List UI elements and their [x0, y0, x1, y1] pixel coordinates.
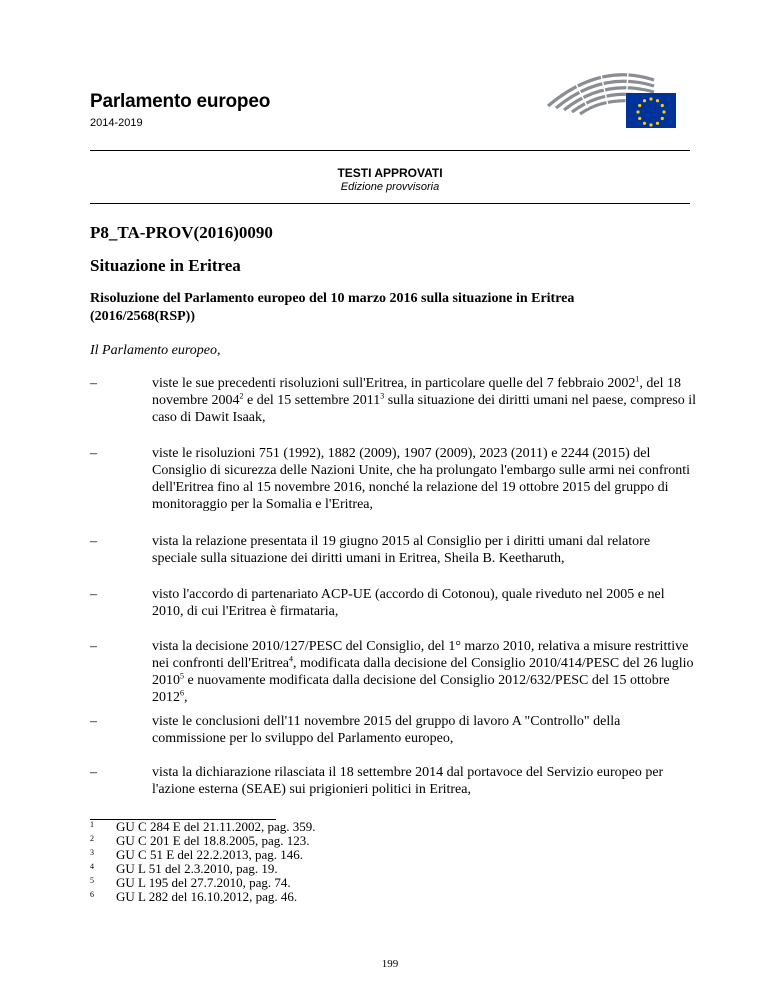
- recital-text: viste le sue precedenti risoluzioni sull'Eritrea, in particolare quelle del 7 febbraio 2002$^1$, del 18 novembre 2004$^2$ e del 15 settembre 2011$^3$ sulla situazione dei diritti umani nel paese, compreso il caso di Dawit Isaak,: [152, 374, 697, 425]
- recital-text: viste le conclusioni dell'11 novembre 2015 del gruppo di lavoro A "Controllo" della commissione per lo sviluppo del Parlamento europeo,: [152, 714, 621, 746]
- recital-text: viste le risoluzioni 751 (1992), 1882 (2009), 1907 (2009), 2023 (2011) e 2244 (2015) del Consiglio di sicurezza delle Nazioni Unite, che ha prolungato l'embargo sulle armi nei confronti dell'Eritrea fino al 15 novembre 2016, nonché la relazione del 19 ottobre 2015 del gruppo di monitoraggio per la Somalia e l'Eritrea,: [152, 446, 690, 512]
- footnote-number: 5: [90, 876, 94, 885]
- edition-label: Edizione provvisoria: [340, 181, 440, 193]
- parliament-logo-icon: [542, 66, 678, 130]
- footnote-text: GU C 284 E del 21.11.2002, pag. 359.: [116, 819, 316, 834]
- document-subject: Situazione in Eritrea: [90, 256, 241, 275]
- organization-title: Parlamento europeo: [90, 91, 271, 112]
- recital-text: vista la relazione presentata il 19 giugno 2015 al Consiglio per i diritti umani dal relatore speciale sulla situazione dei diritti umani in Eritrea, Sheila B. Keetharuth,: [152, 534, 651, 566]
- footnote-text: GU C 51 E del 22.2.2013, pag. 146.: [116, 847, 304, 862]
- header-divider-bottom: [90, 203, 690, 204]
- footnote-number: 4: [90, 862, 94, 871]
- footnote-number: 1: [90, 820, 94, 829]
- footnote-text: GU L 282 del 16.10.2012, pag. 46.: [116, 889, 298, 904]
- recital-dash: –: [90, 446, 97, 461]
- footnote-ref: 5: [180, 671, 184, 681]
- footnote-number: 2: [90, 834, 94, 843]
- recital-dash: –: [90, 587, 97, 602]
- footnote-ref: 6: [180, 688, 184, 698]
- document-type: TESTI APPROVATI: [337, 166, 443, 180]
- recital-text: vista la dichiarazione rilasciata il 18 settembre 2014 dal portavoce del Servizio europeo per l'azione esterna (SEAE) sui prigionieri politici in Eritrea,: [152, 765, 664, 797]
- resolution-title: Risoluzione del Parlamento europeo del 10 marzo 2016 sulla situazione in Eritrea (2016/2568(RSP)): [90, 291, 575, 324]
- recital-dash: –: [90, 376, 97, 391]
- footnote-ref: 1: [635, 374, 640, 384]
- recital-text: visto l'accordo di partenariato ACP-UE (accordo di Cotonou), quale riveduto nel 2005 e nel 2010, di cui l'Eritrea è firmataria,: [152, 587, 665, 619]
- footnote-number: 6: [90, 890, 94, 899]
- footnote-text: GU C 201 E del 18.8.2005, pag. 123.: [116, 833, 310, 848]
- recital-dash: –: [90, 639, 97, 654]
- footnote-text: GU L 195 del 27.7.2010, pag. 74.: [116, 875, 291, 890]
- preamble-subject: Il Parlamento europeo: [90, 343, 218, 358]
- recital-text: vista la decisione 2010/127/PESC del Consiglio, del 1° marzo 2010, relativa a misure restrittive nei confronti dell'Eritrea$^4$, modificata dalla decisione del Consiglio 2010/414/PESC del 26 luglio 2010$^5$ e nuovamente modificata dalla decisione del Consiglio 2012/632/PESC del 15 ottobre 2012$^6$,: [152, 639, 694, 705]
- recital-dash: –: [90, 765, 97, 780]
- parliamentary-term: 2014-2019: [90, 117, 143, 129]
- header-divider: [90, 150, 690, 151]
- footnote-ref: 4: [289, 654, 294, 664]
- recital-dash: –: [90, 714, 97, 729]
- page-number: 199: [381, 958, 399, 970]
- document-reference: P8_TA-PROV(2016)0090: [90, 223, 273, 242]
- footnote-number: 3: [90, 848, 94, 857]
- footnote-ref: 3: [380, 391, 385, 401]
- preamble-punct: ,: [217, 343, 221, 358]
- recital-dash: –: [90, 534, 97, 549]
- footnote-ref: 2: [239, 391, 244, 401]
- footnote-text: GU L 51 del 2.3.2010, pag. 19.: [116, 861, 278, 876]
- preamble: [90, 343, 221, 359]
